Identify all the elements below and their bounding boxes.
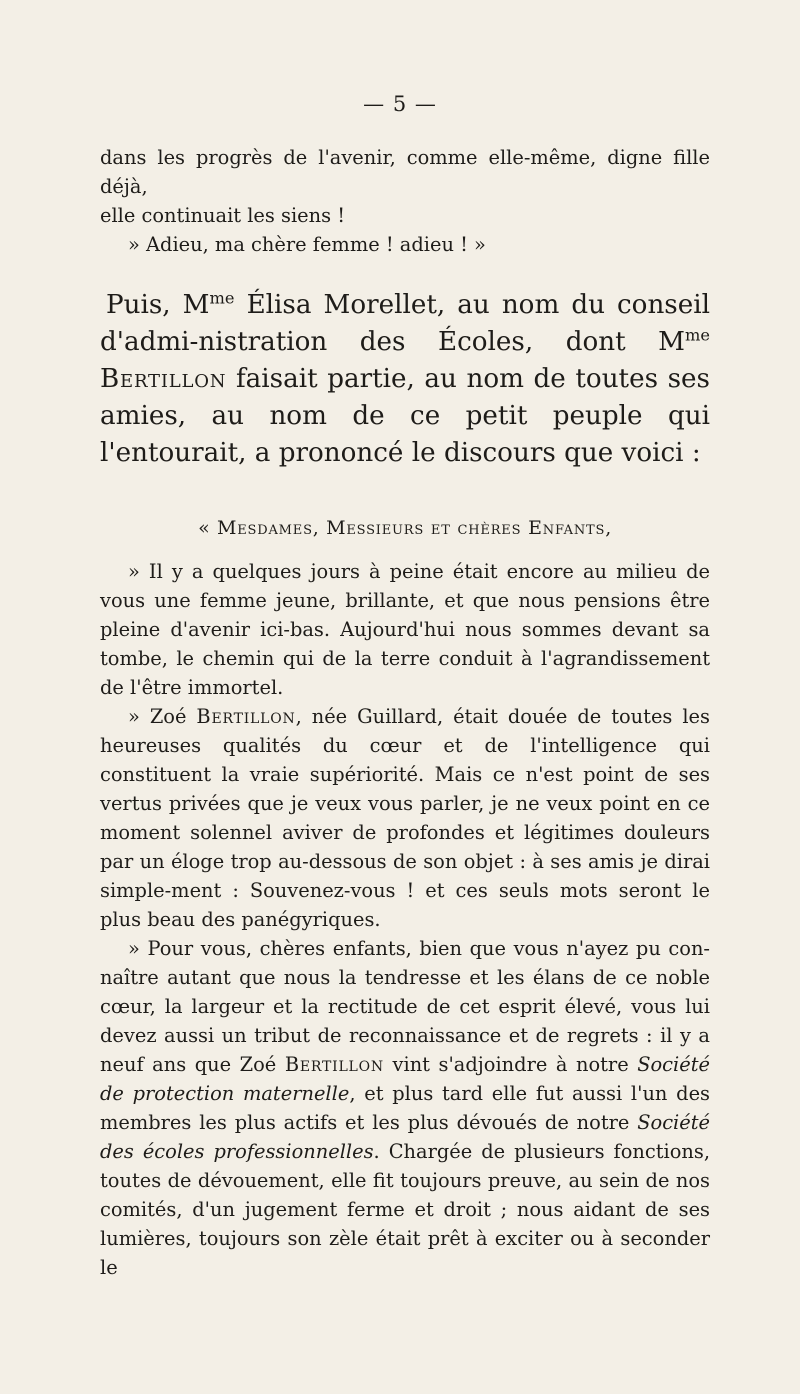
- speech-paragraph-2: [100, 702, 710, 934]
- closing-line-3: » Adieu, ma chère femme ! adieu ! »: [128, 233, 486, 256]
- intro-name: Bertillon: [100, 364, 227, 394]
- speech-text: [100, 557, 710, 1282]
- salutation-open: «: [198, 517, 218, 539]
- salutation-messieurs: Messieurs: [326, 517, 425, 539]
- salutation-rest: et chères: [424, 517, 529, 539]
- salutation: [100, 514, 710, 543]
- salutation-mesdames: Mesdames: [217, 517, 313, 539]
- closing-line-2: elle continuait les siens !: [100, 204, 346, 227]
- speech-p3-society-2: Société des écoles professionnelles: [100, 1111, 710, 1163]
- speech-paragraph-1: » Il y a quelques jours à peine était encore au milieu de vous une femme jeune, brillante, et que nous pensions être pleine d'avenir ici-bas. Aujourd'hui nous sommes devant sa tombe, le chemin qui de la terre conduit à l'agrandissement de l'être immortel.: [100, 560, 710, 699]
- speech-p2-name: Bertillon: [196, 705, 296, 728]
- speech-p2-start: » Zoé: [128, 705, 197, 728]
- speech-p3-mid: vint s'adjoindre à notre: [383, 1053, 638, 1076]
- closing-lines: [100, 143, 710, 259]
- intro-text-3: faisait partie, au nom de toutes ses amies, au nom de ce petit peuple qui l'entourait, a prononcé le discours que voici :: [100, 364, 710, 468]
- salutation-close: ,: [605, 517, 612, 539]
- closing-line-1: dans les progrès de l'avenir, comme elle-même, digne fille déjà,: [100, 146, 710, 198]
- speech-p3-mid-2: , et plus tard elle fut aussi l'un des membres les plus actifs et les plus dévoués de notre: [100, 1082, 710, 1134]
- intro-text-2: Élisa Morellet, au nom du conseil d'admi-nistration des Écoles, dont M: [100, 290, 710, 357]
- page-number: — 5 —: [363, 92, 437, 116]
- intro-text-1: Puis, M: [106, 290, 210, 320]
- speech-p2-rest: , née Guillard, était douée de toutes les heureuses qualités du cœur et de l'intelligence qui constituent la vraie supériorité. Mais ce n'est point de ses vertus privées que je veux vous parler, je ne veux point en ce moment solennel aviver de profondes et légitimes douleurs par un éloge trop au-dessous de son objet : à ses amis je dirai simple-ment : Souvenez-vous ! et ces seuls mots seront le plus beau des panégyriques.: [100, 705, 710, 931]
- speech-p3-name: Bertillon: [284, 1053, 384, 1076]
- speech-p3-end: . Chargée de plusieurs fonctions, toutes de dévouement, elle fit toujours preuve, au sein de nos comités, d'un jugement ferme et droit ; nous aidant de ses lumières, toujours son zèle était prêt à exciter ou à seconder le: [100, 1140, 711, 1279]
- speech-p3-start: » Pour vous, chères enfants, bien que vous n'ayez pu con-naître autant que nous la tendresse et les élans de ce noble cœur, la largeur et la rectitude de cet esprit élevé, vous lui devez aussi un tribut de reconnaissance et de regrets : il y a neuf ans que Zoé: [100, 937, 710, 1076]
- speech-paragraph-3: [100, 934, 710, 1282]
- speech-p3-society-1: Société de protection maternelle: [100, 1053, 710, 1105]
- intro-sup-2: me: [684, 325, 710, 345]
- salutation-enfants: Enfants: [528, 517, 606, 539]
- salutation-sep: ,: [312, 517, 327, 539]
- page-body: [100, 143, 710, 1282]
- intro-sup-1: me: [209, 288, 235, 308]
- speech-introduction: [100, 287, 710, 472]
